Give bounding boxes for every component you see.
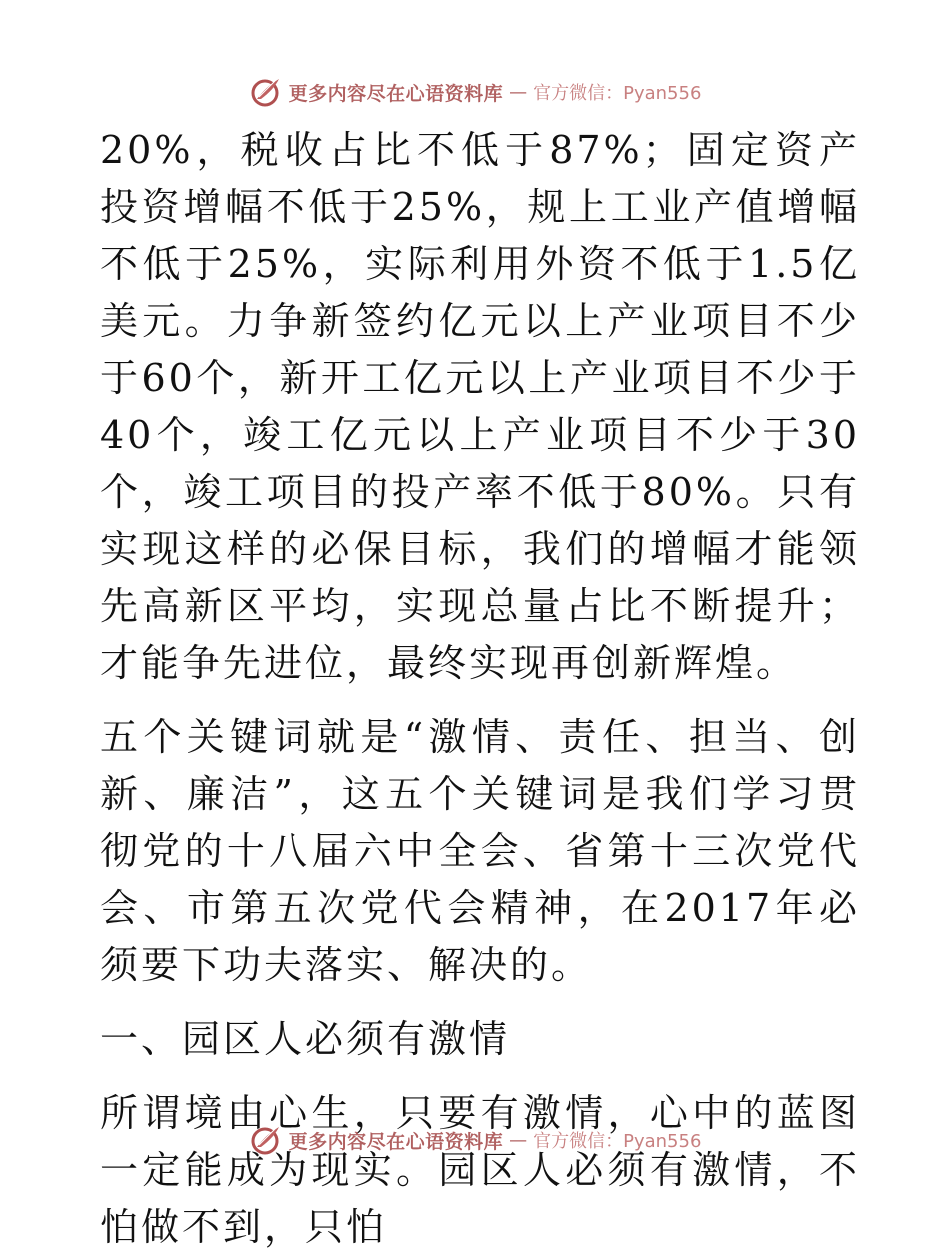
footer-banner-dash: — [509, 1129, 528, 1151]
header-banner-dash: — [509, 81, 528, 103]
footer-banner-inner [249, 1123, 702, 1157]
footer-banner [0, 1120, 950, 1160]
body-paragraph-2: 五个关键词就是“激情、责任、担当、创新、廉洁”，这五个关键词是我们学习贯彻党的十八届六中全会、省第十三次党代会、市第五次党代会精神，在2017年必须要下功夫落实、解决的。 [100, 715, 860, 987]
quill-circle-logo-icon [249, 1123, 283, 1157]
document-body [100, 122, 860, 1256]
footer-banner-text: 更多内容尽在心语资料库 [288, 1130, 504, 1153]
header-banner [0, 72, 950, 112]
body-paragraph-1: 20%，税收占比不低于87%；固定资产投资增幅不低于25%，规上工业产值增幅不低于25%，实际利用外资不低于1.5亿美元。力争新签约亿元以上产业项目不少于60个，新开工亿元以上产业项目不少于40个，竣工亿元以上产业项目不少于30个，竣工项目的投产率不低于80%。只有实现这样的必保目标，我们的增幅才能领先高新区平均，实现总量占比不断提升；才能争先进位，最终实现再创新辉煌。 [100, 128, 860, 685]
section-heading: 一、园区人必须有激情 [100, 1017, 511, 1061]
body-paragraph-3: 所谓境由心生，只要有激情，心中的蓝图一定能成为现实。园区人必须有激情，不怕做不到，只怕 [100, 1091, 860, 1249]
quill-circle-logo-icon [249, 75, 283, 109]
footer-banner-contact: 官方微信：Pyan556 [533, 1131, 702, 1152]
header-banner-text: 更多内容尽在心语资料库 [288, 82, 504, 105]
header-banner-inner [249, 75, 702, 109]
header-banner-contact: 官方微信：Pyan556 [533, 83, 702, 104]
